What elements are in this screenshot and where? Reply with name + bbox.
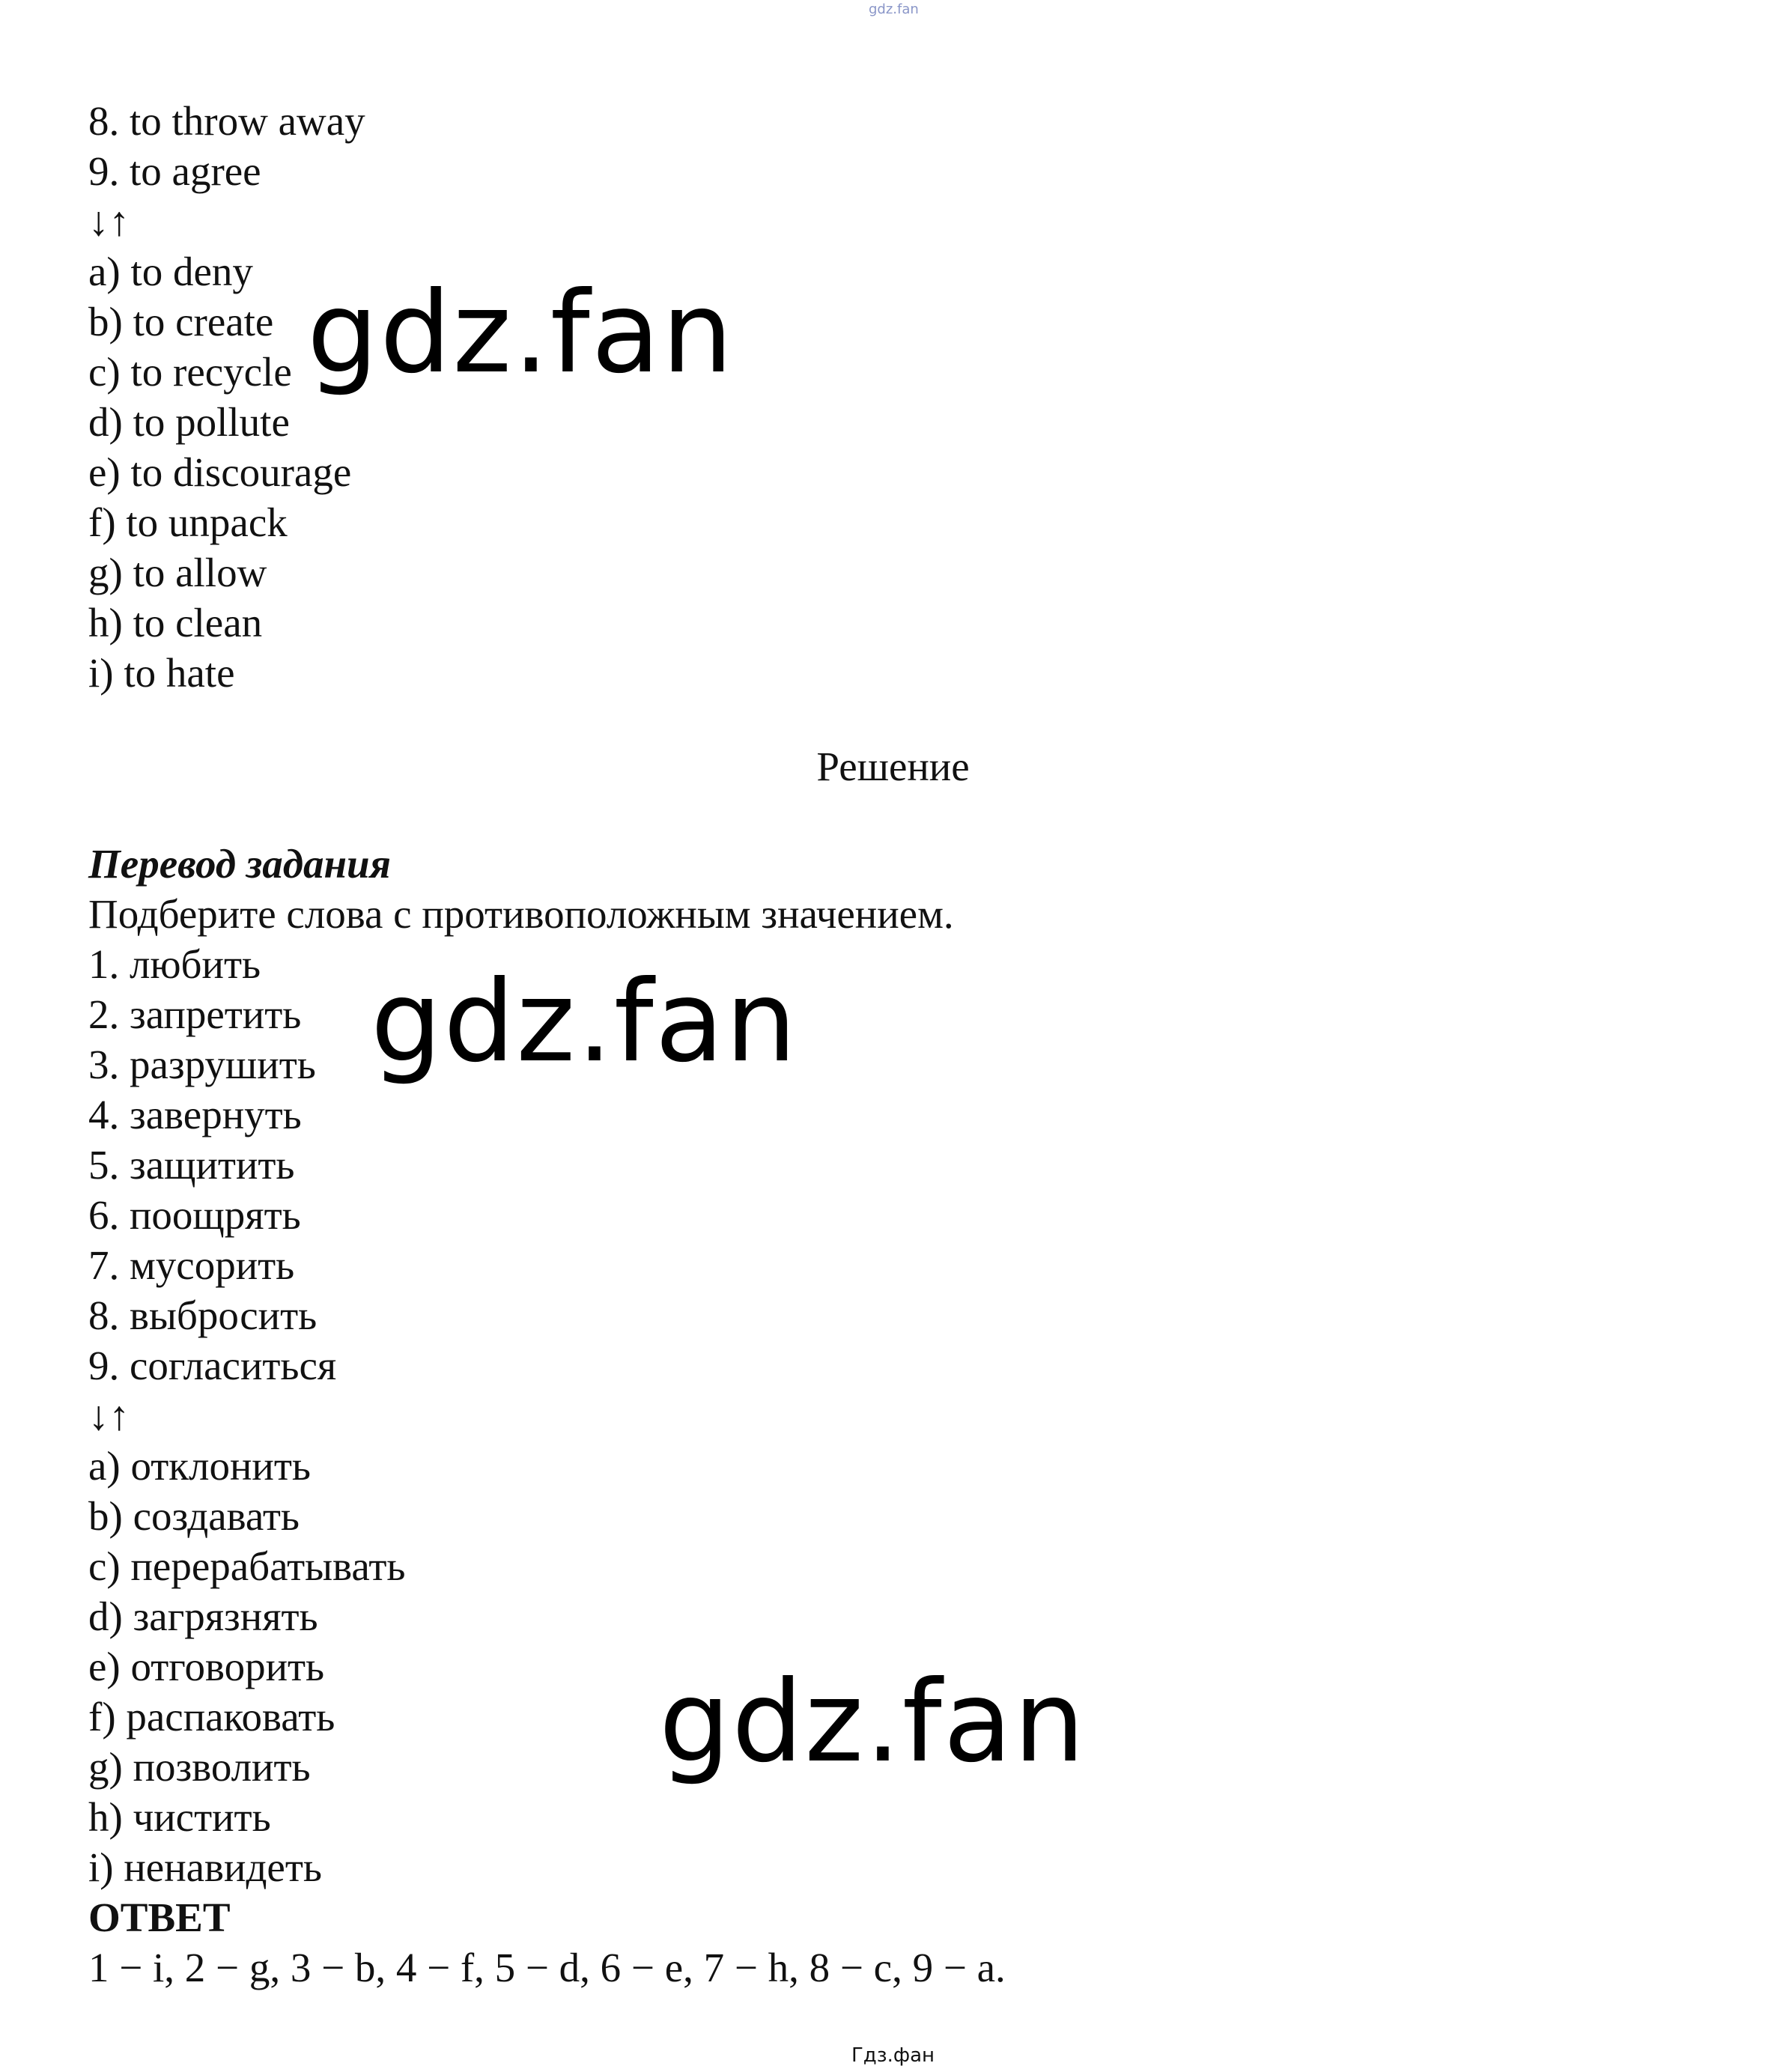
top-watermark: gdz.fan [869,1,919,17]
list-item: g) позволить [88,1744,311,1790]
list-item: h) to clean [88,600,263,645]
list-item: 1. любить [88,941,261,987]
list-item: i) to hate [88,650,235,696]
list-item: 9. согласиться [88,1343,337,1388]
list-item: g) to allow [88,550,267,595]
list-item: f) распаковать [88,1694,335,1740]
list-item: 6. поощрять [88,1192,301,1238]
list-item: e) отговорить [88,1644,325,1689]
translation-instruction: Подберите слова с противоположным значением. [88,891,954,937]
list-item: a) to deny [88,249,253,294]
list-item: a) отклонить [88,1443,311,1489]
watermark: gdz.fan [659,1657,1087,1787]
list-item: c) перерабатывать [88,1543,406,1589]
watermark: gdz.fan [307,268,735,398]
page-footer: Гдз.фан [851,2044,935,2067]
list-item: d) загрязнять [88,1594,318,1639]
list-item: 2. запретить [88,991,302,1037]
list-item: 4. завернуть [88,1092,302,1137]
list-item: i) ненавидеть [88,1844,322,1890]
list-item: f) to unpack [88,499,288,545]
answer-text: 1 − i, 2 − g, 3 − b, 4 − f, 5 − d, 6 − e, 7 − h, 8 − c, 9 − a. [88,1945,1006,1990]
list-item: 5. защитить [88,1142,295,1188]
list-item: 8. выбросить [88,1292,318,1338]
list-item: e) to discourage [88,449,352,495]
list-item: b) создавать [88,1493,300,1539]
list-item: c) to recycle [88,349,292,395]
arrows-symbol: ↓↑ [88,198,130,244]
solution-heading: Решение [816,744,970,789]
arrows-symbol: ↓↑ [88,1393,130,1438]
answer-heading: ОТВЕТ [88,1895,231,1940]
list-item: 9. to agree [88,148,261,194]
translation-heading: Перевод задания [88,841,391,887]
list-item: 3. разрушить [88,1042,316,1087]
watermark: gdz.fan [371,957,798,1087]
list-item: b) to create [88,299,274,344]
list-item: d) to pollute [88,399,290,445]
list-item: 8. to throw away [88,98,365,144]
list-item: h) чистить [88,1794,271,1840]
list-item: 7. мусорить [88,1242,295,1288]
